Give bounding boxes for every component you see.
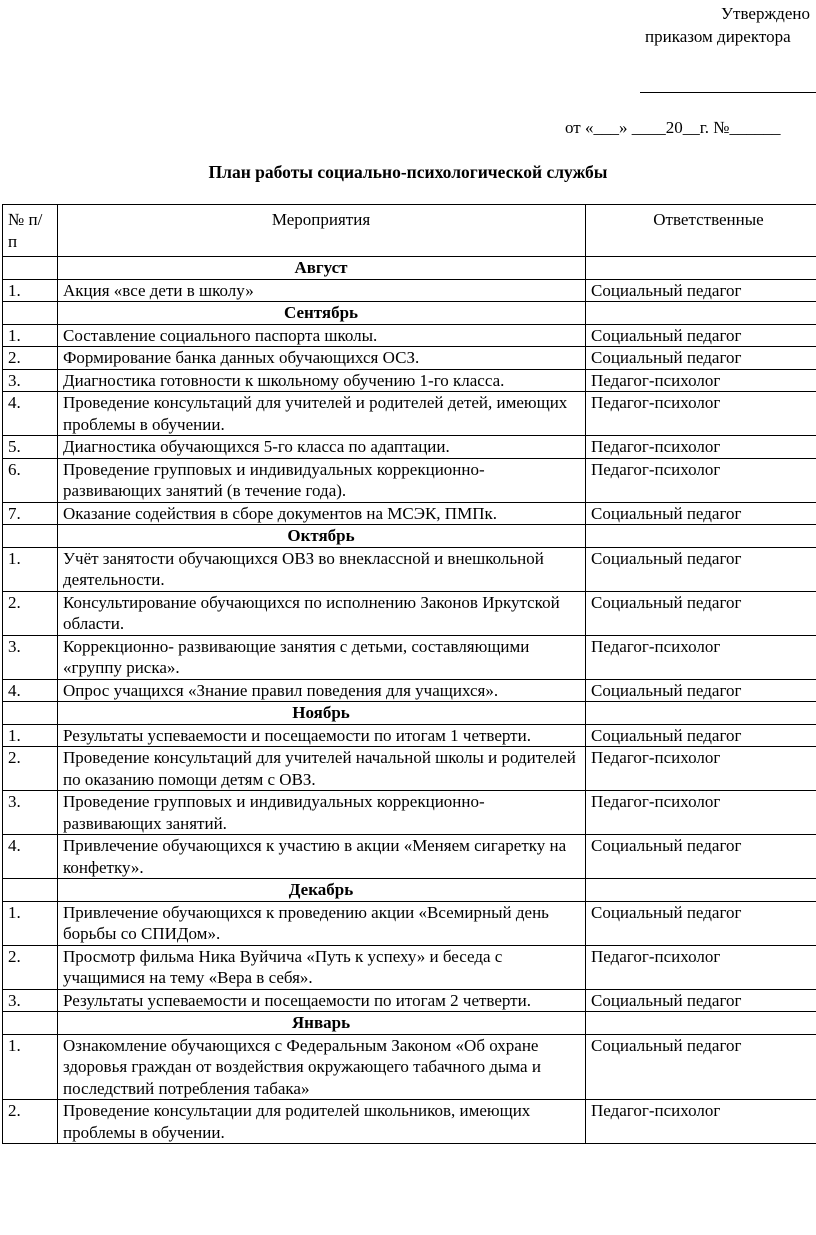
month-name: Октябрь bbox=[58, 525, 586, 548]
table-row bbox=[3, 989, 816, 1012]
row-responsible: Социальный педагог bbox=[586, 324, 816, 347]
month-empty-cell bbox=[3, 1012, 58, 1035]
row-responsible: Социальный педагог bbox=[586, 679, 816, 702]
row-number: 4. bbox=[3, 679, 58, 702]
work-plan-table bbox=[2, 204, 816, 1144]
table-body bbox=[3, 257, 816, 1144]
header-responsible: Ответственные bbox=[586, 205, 816, 257]
row-event: Опрос учащихся «Знание правил поведения для учащихся». bbox=[58, 679, 586, 702]
month-row bbox=[3, 257, 816, 280]
table-row bbox=[3, 1034, 816, 1100]
row-responsible: Социальный педагог bbox=[586, 547, 816, 591]
month-empty-cell bbox=[3, 257, 58, 280]
row-number: 6. bbox=[3, 458, 58, 502]
row-responsible: Педагог-психолог bbox=[586, 747, 816, 791]
table-row bbox=[3, 369, 816, 392]
row-number: 3. bbox=[3, 369, 58, 392]
table-row bbox=[3, 324, 816, 347]
row-event: Консультирование обучающихся по исполнению Законов Иркутской области. bbox=[58, 591, 586, 635]
row-number: 4. bbox=[3, 392, 58, 436]
table-header-row bbox=[3, 205, 816, 257]
row-responsible: Социальный педагог bbox=[586, 502, 816, 525]
row-responsible: Педагог-психолог bbox=[586, 1100, 816, 1144]
row-number: 1. bbox=[3, 324, 58, 347]
header-events: Мероприятия bbox=[58, 205, 586, 257]
row-responsible: Педагог-психолог bbox=[586, 458, 816, 502]
month-row bbox=[3, 702, 816, 725]
row-event: Ознакомление обучающихся с Федеральным Законом «Об охране здоровья граждан от воздействия окружающего табачного дыма и последствий потребления табака» bbox=[58, 1034, 586, 1100]
row-event: Формирование банка данных обучающихся ОСЗ. bbox=[58, 347, 586, 370]
table-row bbox=[3, 1100, 816, 1144]
row-event: Проведение консультаций для учителей начальной школы и родителей по оказанию помощи детям с ОВЗ. bbox=[58, 747, 586, 791]
row-event: Учёт занятости обучающихся ОВЗ во внеклассной и внешкольной деятельности. bbox=[58, 547, 586, 591]
row-number: 2. bbox=[3, 1100, 58, 1144]
month-name: Ноябрь bbox=[58, 702, 586, 725]
row-responsible: Социальный педагог bbox=[586, 835, 816, 879]
row-number: 1. bbox=[3, 1034, 58, 1100]
table-row bbox=[3, 347, 816, 370]
row-number: 2. bbox=[3, 347, 58, 370]
row-responsible: Социальный педагог bbox=[586, 591, 816, 635]
table-row bbox=[3, 502, 816, 525]
row-responsible: Педагог-психолог bbox=[586, 945, 816, 989]
row-event: Коррекционно- развивающие занятия с детьми, составляющими «группу риска». bbox=[58, 635, 586, 679]
table-row bbox=[3, 901, 816, 945]
row-event: Диагностика обучающихся 5-го класса по адаптации. bbox=[58, 436, 586, 459]
table-row bbox=[3, 835, 816, 879]
row-event: Результаты успеваемости и посещаемости по итогам 2 четверти. bbox=[58, 989, 586, 1012]
table-row bbox=[3, 724, 816, 747]
month-empty-cell bbox=[586, 1012, 816, 1035]
row-responsible: Педагог-психолог bbox=[586, 436, 816, 459]
table-row bbox=[3, 791, 816, 835]
row-event: Акция «все дети в школу» bbox=[58, 279, 586, 302]
month-empty-cell bbox=[586, 257, 816, 280]
row-responsible: Социальный педагог bbox=[586, 347, 816, 370]
row-responsible: Педагог-психолог bbox=[586, 392, 816, 436]
row-responsible: Педагог-психолог bbox=[586, 635, 816, 679]
row-responsible: Социальный педагог bbox=[586, 724, 816, 747]
approval-line-1: Утверждено bbox=[721, 4, 810, 23]
month-empty-cell bbox=[586, 702, 816, 725]
row-responsible: Социальный педагог bbox=[586, 1034, 816, 1100]
table-row bbox=[3, 436, 816, 459]
row-event: Результаты успеваемости и посещаемости по итогам 1 четверти. bbox=[58, 724, 586, 747]
month-row bbox=[3, 525, 816, 548]
document-title: План работы социально-психологической службы bbox=[208, 162, 608, 182]
row-number: 1. bbox=[3, 724, 58, 747]
approval-line-2: приказом директора bbox=[645, 27, 791, 46]
row-event: Проведение групповых и индивидуальных коррекционно-развивающих занятий (в течение года). bbox=[58, 458, 586, 502]
row-number: 3. bbox=[3, 635, 58, 679]
month-empty-cell bbox=[3, 302, 58, 325]
row-event: Проведение групповых и индивидуальных коррекционно-развивающих занятий. bbox=[58, 791, 586, 835]
row-number: 4. bbox=[3, 835, 58, 879]
month-row bbox=[3, 302, 816, 325]
row-number: 2. bbox=[3, 747, 58, 791]
row-number: 3. bbox=[3, 791, 58, 835]
table-row bbox=[3, 547, 816, 591]
row-event: Привлечение обучающихся к участию в акции «Меняем сигаретку на конфетку». bbox=[58, 835, 586, 879]
table-row bbox=[3, 679, 816, 702]
header-number: № п/п bbox=[3, 205, 58, 257]
month-row bbox=[3, 1012, 816, 1035]
month-name: Декабрь bbox=[58, 879, 586, 902]
row-number: 5. bbox=[3, 436, 58, 459]
month-empty-cell bbox=[586, 879, 816, 902]
row-number: 1. bbox=[3, 279, 58, 302]
order-date-line: от «___» ____20__г. №______ bbox=[565, 118, 781, 137]
row-event: Составление социального паспорта школы. bbox=[58, 324, 586, 347]
row-number: 3. bbox=[3, 989, 58, 1012]
row-responsible: Социальный педагог bbox=[586, 901, 816, 945]
row-number: 1. bbox=[3, 547, 58, 591]
table-row bbox=[3, 635, 816, 679]
table-row bbox=[3, 458, 816, 502]
month-row bbox=[3, 879, 816, 902]
row-event: Просмотр фильма Ника Вуйчича «Путь к успеху» и беседа с учащимися на тему «Вера в себя». bbox=[58, 945, 586, 989]
row-event: Привлечение обучающихся к проведению акции «Всемирный день борьбы со СПИДом». bbox=[58, 901, 586, 945]
row-event: Проведение консультации для родителей школьников, имеющих проблемы в обучении. bbox=[58, 1100, 586, 1144]
row-responsible: Социальный педагог bbox=[586, 279, 816, 302]
row-responsible: Социальный педагог bbox=[586, 989, 816, 1012]
row-number: 7. bbox=[3, 502, 58, 525]
month-name: Январь bbox=[58, 1012, 586, 1035]
month-empty-cell bbox=[3, 702, 58, 725]
month-empty-cell bbox=[3, 525, 58, 548]
month-empty-cell bbox=[3, 879, 58, 902]
month-name: Август bbox=[58, 257, 586, 280]
month-empty-cell bbox=[586, 525, 816, 548]
row-number: 2. bbox=[3, 945, 58, 989]
row-responsible: Педагог-психолог bbox=[586, 369, 816, 392]
table-row bbox=[3, 279, 816, 302]
row-event: Оказание содействия в сборе документов на МСЭК, ПМПк. bbox=[58, 502, 586, 525]
signature-line bbox=[640, 92, 816, 93]
table-row bbox=[3, 747, 816, 791]
row-number: 2. bbox=[3, 591, 58, 635]
row-number: 1. bbox=[3, 901, 58, 945]
table-row bbox=[3, 392, 816, 436]
row-event: Проведение консультаций для учителей и родителей детей, имеющих проблемы в обучении. bbox=[58, 392, 586, 436]
row-event: Диагностика готовности к школьному обучению 1-го класса. bbox=[58, 369, 586, 392]
month-name: Сентябрь bbox=[58, 302, 586, 325]
row-responsible: Педагог-психолог bbox=[586, 791, 816, 835]
month-empty-cell bbox=[586, 302, 816, 325]
table-row bbox=[3, 591, 816, 635]
table-row bbox=[3, 945, 816, 989]
